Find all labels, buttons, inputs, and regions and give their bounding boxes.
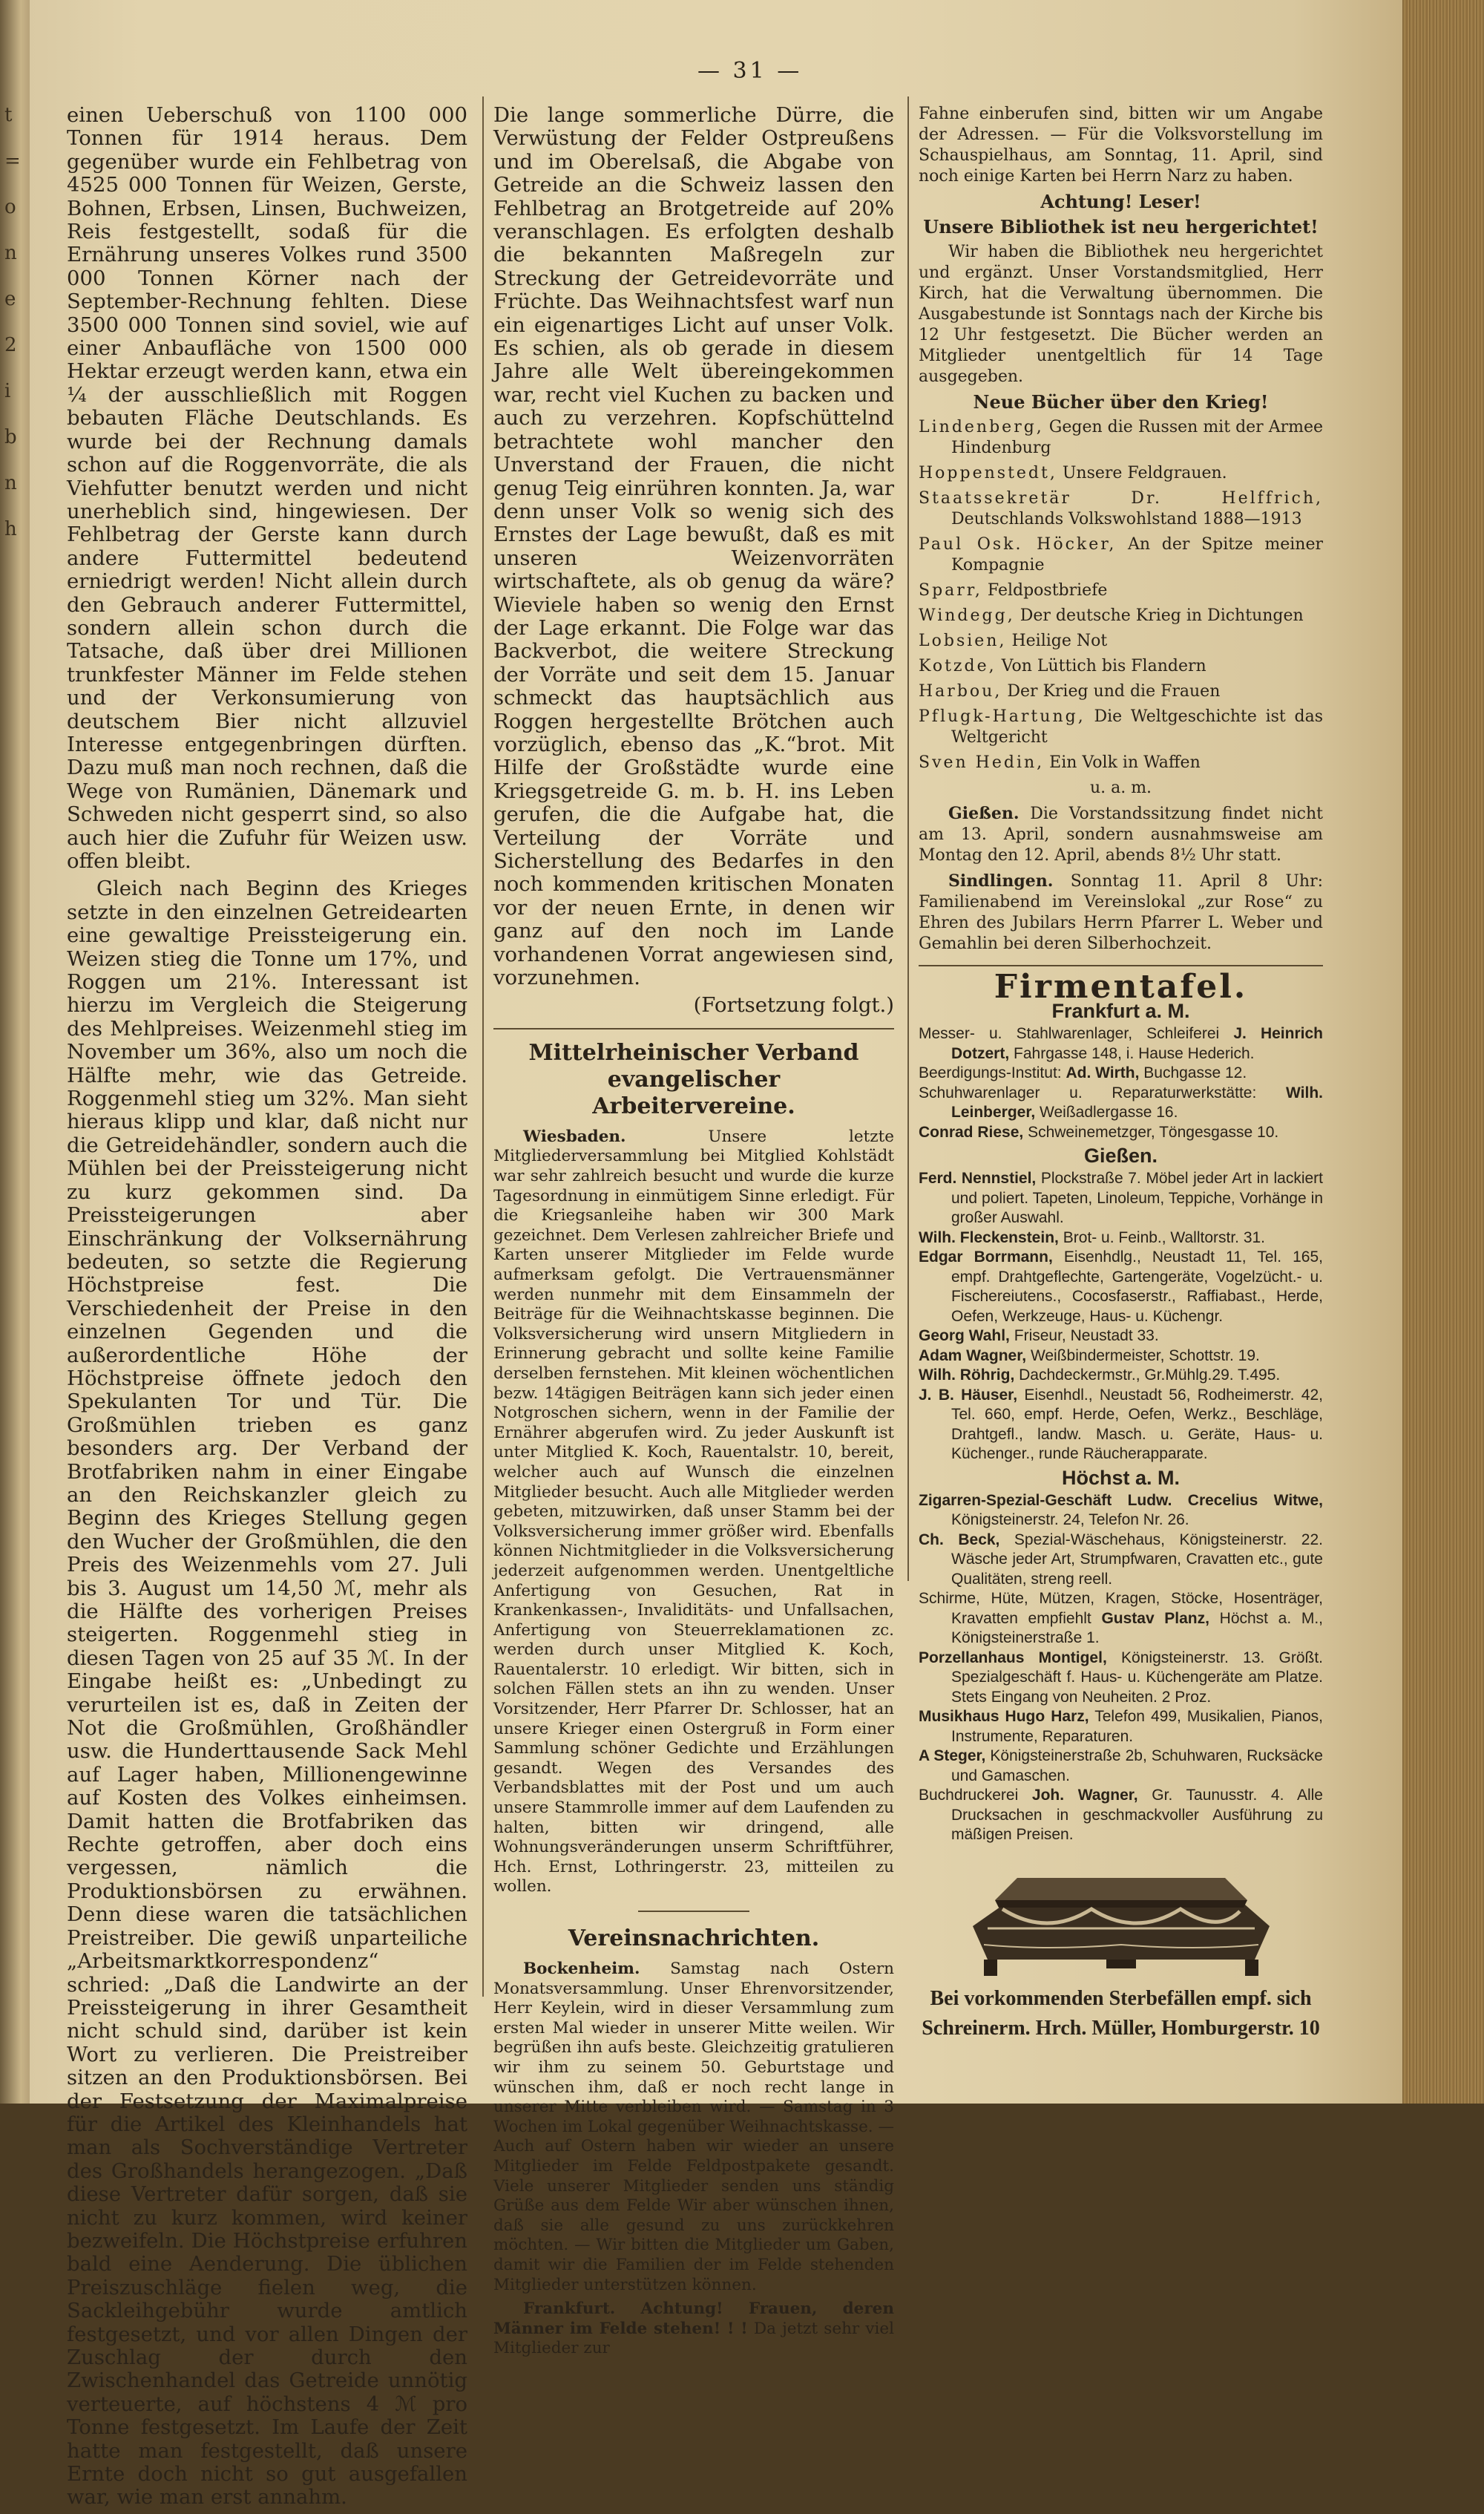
article-paragraph: einen Ueberschuß von 1100 000 Tonnen für 1914 heraus. Dem gegenüber wurde ein Fehlbetrag von 4525 000 Tonnen für Weizen, Gerste, Bohnen, Erbsen, Linsen, Buchweizen, Reis festgestellt, sodaß für die Ernährung unseres Volkes rund 3500 000 Tonnen Körner nach der September-Rechnung fehlten. Diese 3500 000 Tonnen sind soviel, wie auf einer Anbaufläche von 1500 000 Hektar erzeugt werden kann, etwa ein ¼ der ausschließlich mit Roggen bebauten Fläche Deutschlands. Es wurde bei der Rechnung damals schon auf die Roggenvorräte, die als Viehfutter benutzt werden und nicht unerheblich sind, hingewiesen. Der Fehlbetrag der Gerste kann durch andere Futtermittel bedeutend erniedrigt werden! Nicht allein durch den Gebrauch anderer Futtermittel, sondern allein schon durch die Tatsache, daß über drei Millionen trunkfester Männer im Felde stehen und der Verkonsumierung von deutschem Bier nicht allzuviel Interesse entgegenbringen dürften. Dazu muß man noch rechnen, daß die Wege von Rumänien, Dänemark und Schweden nicht gesperrt sind, so also auch hier die Zufuhr für Weizen usw. offen bleibt. [67,103,467,873]
edge-character: 2 [4,334,17,356]
city-frankfurt: Frankfurt a. M. [1051,1000,1190,1022]
ads-hoechst [919,1491,1323,1845]
firm-ad: Georg Wahl, Friseur, Neustadt 33. [919,1327,1159,1344]
firm-ad: J. B. Häuser, Eisenhdl., Neustadt 56, Rodheimerstr. 42, Tel. 660, empf. Herde, Oefen, Werkz., Beschläge, Drahtgefl., landw. Masch. u. Geräte, Haus- u. Küchenger., runde Räucherapparate. [919,1386,1324,1462]
to-be-continued: (Fortsetzung folgt.) [693,993,894,1018]
achtung-heading: Achtung! Leser! [1040,191,1201,212]
ads-giessen [919,1169,1323,1464]
article-paragraph: Gleich nach Beginn des Krieges setzte in den einzelnen Getreidearten eine gewaltige Preissteigerung ein. Weizen stieg die Tonne um 17%, und Roggen um 21%. Interessant ist hierzu im Vergleich die Steigerung des Mehlpreises. Weizenmehl stieg im November um 36%, also um noch die Hälfte mehr, wie das Getreide. Roggenmehl stieg um 32%. Man sieht hieraus klipp und klar, daß nicht nur die Getreidehändler, sondern auch die Mühlen bei der Preissteigerung nicht zu kurz gekommen sind. Da Preissteigerungen aber Einschränkung der Volksernährung bedeuten, so setzte die Regierung Höchstpreise fest. Die Verschiedenheit der Preise in den einzelnen Gegenden und die außerordentliche Höhe der Höchstpreise öffnete jedoch den Spekulanten Tor und Tür. Die Großmühlen trieben es ganz besonders arg. Der Verband der Brotfabriken nahm in einer Eingabe an den Reichskanzler gleich zu Beginn des Krieges Stellung gegen den Wucher der Großmühlen, die den Preis des Weizenmehls vom 27. Juli bis 3. August um 14,50 ℳ, mehr als die Hälfte des vorherigen Preises steigerten. Roggenmehl stieg in diesen Tagen von 25 auf 35 ℳ. In der Eingabe heißt es: „Unbedingt zu verurteilen ist es, daß in Zeiten der Not die Großmühlen, Großhändler usw. die Hunderttausende Sack Mehl auf Lager haben, Millionengewinne auf Kosten des Volkes einheimsen. Damit hatten die Brotfabriken das Rechte getroffen, aber doch eins vergessen, nämlich die Produktionsbörsen zu erwähnen. Denn diese waren die tatsächlichen Preistreiber. Die gewiß unparteiliche „Arbeitsmarktkorrespondenz“ schried: „Daß die Landwirte an der Preissteigerung in ihrer Gesamtheit nicht schuld sind, darüber ist kein Wort zu verlieren. Die Preistreiber sitzen an den Produktionsbörsen. Bei der Festsetzung der Maximalpreise für die Artikel des Kleinhandels hat man als Sochverständige Vertreter des Großhandels herangezogen. „Daß diese Vertreter dafür sorgen, daß sie nicht zu kurz kommen, wird keiner bezweifeln. Die Höchstpreise erfuhren bald eine Aenderung. Die üblichen Preiszuschläge fielen weg, die Sackleihgebühr wurde amtlich festgesetzt, und vor allen Dingen der Zuschlag der durch den Zwischenhandel das Getreide unnötig verteuerte, auf höchstens 4 ℳ pro Tonne festgesetzt. Im Laufe der Zeit hatte man festgestellt, daß unsere Ernte doch nicht so gut ausgefallen war, wie man erst annahm. [67,877,467,2510]
book-entry: Lobsien, Heilige Not [919,632,1108,650]
book-page-edges [1402,0,1484,2104]
column-2 [493,104,894,2363]
book-entry: Sven Hedin, Ein Volk in Waffen [919,753,1201,772]
firm-ad: Porzellanhaus Montigel, Königsteinerstr. 13. Größt. Spezialgeschäft f. Haus- u. Küchengeräte am Platze. Stets Eingang von Neuheiten. 2 Proz. [919,1649,1323,1706]
firm-ad: Ferd. Nennstiel, Plockstraße 7. Möbel jeder Art in lackiert und poliert. Tapeten, Linoleum, Teppiche, Vorhänge in großer Auswahl. [919,1170,1323,1226]
firm-ad: Schuhwarenlager u. Reparaturwerkstätte: Wilh. Leinberger, Weißadlergasse 16. [919,1084,1323,1121]
vereinsnachrichten: Bockenheim. Samstag nach Ostern Monatsversammlung. Unser Ehrenvorsitzender, Herr Keylein, wird in dieser Versammlung zum ersten Mal wieder in unserer Mitte weilen. Wir begrüßen ihn aufs beste. Gleichzeitig gratulieren wir ihm zu seinem 50. Geburtstage und wünschen ihm, daß er noch recht lange in unserer Mitte verbleiben wird. — Samstag in 3 Wochen im Lokal gegenüber Weihnachtskasse. — Auch auf Ostern haben wir wieder an unsere Mitglieder im Felde Feldpostpakete gesandt. Viele unserer Mitglieder senden uns ständig Grüße aus dem Felde Wir aber wünschen ihnen, daß sie alle gesund zu uns zurückkehren möchten. — Wir bitten die Mitglieder um Gaben, damit wir die Familien der im Felde stehenden Mitglieder unterstützen können. Frankfurt. Achtung! Frauen, deren Männer im Felde stehen! ! ! Da jetzt sehr viel Mitglieder zur [493,1960,894,2358]
edge-character: n [4,242,17,264]
firm-ad: A Steger, Königsteinerstraße 2b, Schuhwaren, Rucksäcke und Gamaschen. [919,1747,1323,1784]
city-giessen: Gießen. [1083,1145,1158,1167]
book-entry: Harbou, Der Krieg und die Frauen [919,682,1221,701]
short-divider [638,1911,749,1912]
book-entry: Paul Osk. Höcker, An der Spitze meiner Kompagnie [919,535,1324,575]
firm-ad: Beerdigungs-Institut: Ad. Wirth, Buchgasse 12. [919,1064,1247,1081]
firm-ad: Ch. Beck, Spezial-Wäschehaus, Königsteinerstr. 22. Wäsche jeder Art, Strumpfwaren, Cravatten etc., gute Qualitäten, streng reell. [919,1531,1323,1588]
previous-page-edge [0,0,30,2104]
giessen-notice: Gießen. Die Vorstandssitzung findet nicht am 13. April, sondern ausnahmsweise am Montag den 12. April, abends 8½ Uhr statt. [919,804,1323,865]
edge-character: t [4,104,13,126]
firm-ad: Edgar Borrmann, Eisenhdlg., Neustadt 11, Tel. 165, empf. Drahtgeflechte, Gartengeräte, Vogelzücht.- u. Fischereiutens., Cocosfaserstr., Raffiabast., Herde, Oefen, Werkzeuge, Haus- u. Küchengr. [919,1248,1323,1325]
buecher-heading: Neue Bücher über den Krieg! [973,391,1269,413]
book-entry: Windegg, Der deutsche Krieg in Dichtungen [919,606,1304,625]
section-divider [919,965,1323,966]
firm-ad: Zigarren-Spezial-Geschäft Ludw. Crecelius Witwe, Königsteinerstr. 24, Telefon Nr. 26. [919,1491,1323,1528]
firm-ad: Conrad Riese, Schweinemetzger, Töngesgasse 10. [919,1123,1279,1141]
bibliothek-text: Wir haben die Bibliothek neu hergerichtet und ergänzt. Unser Vorstandsmitglied, Herr Kirch, hat die Verwaltung übernommen. Die Ausgabestunde ist Sonntags nach der Kirche bis 12 Uhr festgesetzt. Die Bücher werden an Mitglieder unentgeltlich für 14 Tage ausgegeben. [919,243,1323,386]
city-hoechst: Höchst a. M. [1061,1466,1181,1489]
column-3 [919,104,1323,2046]
ads-frankfurt [919,1024,1323,1142]
coffin-illustration [958,1856,1284,1982]
mueller-ad-line1: Bei vorkommenden Sterbefällen empf. sich [930,1986,1312,2010]
book-entry: Kotzde, Von Lüttich bis Flandern [919,657,1206,675]
firmentafel-title: Firmentafel. [994,968,1248,1006]
page-number: — 31 — [697,58,803,84]
mueller-ad-line2: Schreinerm. Hrch. Müller, Homburgerstr. 10 [922,2016,1320,2040]
firm-ad: Schirme, Hüte, Mützen, Kragen, Stöcke, Hosenträger, Kravatten empfiehlt Gustav Planz, Höchst a. M., Königsteinerstraße 1. [919,1590,1324,1646]
firm-ad: Musikhaus Hugo Harz, Telefon 499, Musikalien, Pianos, Instrumente, Reparaturen. [919,1708,1323,1745]
book-entry: Staatssekretär Dr. Helffrich, Deutschlands Volkswohlstand 1888—1913 [919,489,1323,528]
edge-character: n [4,472,17,494]
edge-character: h [4,518,17,540]
book-entry: Sparr, Feldpostbriefe [919,581,1108,600]
und-andere-mehr: u. a. m. [1089,779,1152,797]
edge-character: o [4,196,16,218]
frankfurt-continuation: Fahne einberufen sind, bitten wir um Angabe der Adressen. — Für die Volksvorstellung im Schauspielhaus, am Sonntag, 11. April, sind noch einige Karten bei Herrn Narz zu haben. [919,105,1323,186]
verband-heading: Mittelrheinischer Verband evangelischer Arbeitervereine. [528,1039,859,1119]
edge-character: b [4,426,17,448]
edge-character: = [4,150,21,172]
book-entry: Pflugk-Hartung, Die Weltgeschichte ist das Weltgericht [919,707,1323,747]
firm-ad: Adam Wagner, Weißbindermeister, Schottstr. 19. [919,1346,1260,1364]
book-list [919,417,1323,773]
firm-ad: Buchdruckerei Joh. Wagner, Gr. Taunusstr. 4. Alle Drucksachen in geschmackvoller Ausführung zu mäßigen Preisen. [919,1787,1323,1843]
wiesbaden-notice: Wiesbaden. Unsere letzte Mitgliederversammlung bei Mitglied Kohlstädt war sehr zahlreich besucht und wurde die kurze Tagesordnung in einmütigem Sinne erledigt. Für die Kriegsanleihe haben wir 300 Mark gezeichnet. Dem Verlesen zahlreicher Briefe und Karten unserer Mitglieder im Felde wurde aufmerksam gefolgt. Die Vertrauensmänner werden nunmehr mit dem Einsammeln der Beiträge für die Weihnachtskasse beginnen. Die Volksversicherung wird unsern Mitgliedern in Erinnerung gebracht und sollte keine Familie derselben fernstehen. Mit kleinen wöchentlichen bezw. 14tägigen Beiträgen kann sich jeder einen Notgroschen sichern, wenn in der Familie der Ernährer abgerufen wird. Zu jeder Auskunft ist unter Mitglied K. Koch, Rauentalstr. 10, bereit, welcher auch auf Wunsch die einzelnen Mitglieder besucht. Auch alle Mitglieder werden gebeten, mitzuwirken, daß unser Stamm bei der Volksversicherung immer größer wird. Ebenfalls können Nichtmitglieder in die Volksversicherung jederzeit aufgenommen werden. Unentgeltliche Anfertigung von Gesuchen, Rat in Krankenkassen-, Invaliditäts- und Unfallsachen, Anfertigung von Steuerreklamationen zc. werden durch unser Mitglied K. Koch, Rauentalerstr. 10 erledigt. Wir bitten, sich in solchen Fällen stets an ihn zu wenden. Unser Vorsitzender, Herr Pfarrer Dr. Schlosser, hat an unsere Krieger einen Ostergruß in Form einer Sammlung schöner Gedichte und Erzählungen gesandt. Wegen des Versandes des Verbandsblattes mit der Post und um auch unsere Stammrolle immer auf dem Laufenden zu halten, bitten wir dringend, alle Wohnungsveränderungen unserm Schriftführer, Hch. Ernst, Lothringerstr. 23, mitteilen zu wollen. [493,1127,894,1896]
book-entry: Lindenberg, Gegen die Russen mit der Armee Hindenburg [919,418,1323,457]
vereinsnachrichten-heading: Vereinsnachrichten. [568,1925,820,1951]
book-entry: Hoppenstedt, Unsere Feldgrauen. [919,464,1227,482]
column-1 [67,104,467,2514]
edge-character: e [4,288,16,310]
column-divider-2 [907,96,909,1581]
firm-ad: Wilh. Röhrig, Dachdeckermstr., Gr.Mühlg.29. T.495. [919,1366,1281,1384]
sindlingen-notice: Sindlingen. Sonntag 11. April 8 Uhr: Familienabend im Vereinslokal „zur Rose“ zu Ehren des Jubilars Herrn Pfarrer L. Weber und Gemahlin bei deren Silberhochzeit. [919,871,1323,953]
bibliothek-heading: Unsere Bibliothek ist neu hergerichtet! [923,216,1319,238]
edge-character: i [4,380,11,402]
column-divider-1 [482,96,484,1997]
firm-ad: Messer- u. Stahlwarenlager, Schleiferei J. Heinrich Dotzert, Fahrgasse 148, i. Hause Hederich. [919,1025,1323,1062]
firm-ad: Wilh. Fleckenstein, Brot- u. Feinb., Walltorstr. 31. [919,1228,1266,1246]
article-continuation: Die lange sommerliche Dürre, die Verwüstung der Felder Ostpreußens und im Oberelsaß, die Abgabe von Getreide an die Schweiz lassen den Fehlbetrag an Brotgetreide auf 20% veranschlagen. Es erfolgten deshalb die bekannten Maßregeln zur Streckung der Getreidevorräte und Früchte. Das Weihnachtsfest warf nun ein eigenartiges Licht auf unser Volk. Es schien, als ob gerade in diesem Jahre alle Welt übereingekommen war, recht viel Kuchen zu backen und auch zu verzehren. Kopfschüttelnd betrachtete wohl mancher den Unverstand der Frauen, die nicht genug Teig einrühren konnten. Ja, war denn unser Volk so wenig sich des Ernstes der Lage bewußt, daß es mit unseren Weizenvorräten wirtschaftete, als ob genug da wäre? Wieviele haben so wenig den Ernst der Lage erkannt. Die Folge war das Backverbot, die weitere Streckung der Vorräte und seit dem 15. Januar schmeckt das hauptsächlich aus Roggen hergestellte Brötchen auch vorzüglich, ebenso das „K.“brot. Mit Hilfe der Großstädte wurde eine Kriegsgetreide G. m. b. H. ins Leben gerufen, die die Aufgabe hat, die Verteilung der Vorräte und Sicherstellung des Bedarfes in den noch kommenden kritischen Monaten vor der neuen Ernte, in denen wir ganz auf den noch im Lande vorhandenen Vorrat angewiesen sind, vorzunehmen. [493,103,894,990]
section-divider [493,1028,894,1030]
